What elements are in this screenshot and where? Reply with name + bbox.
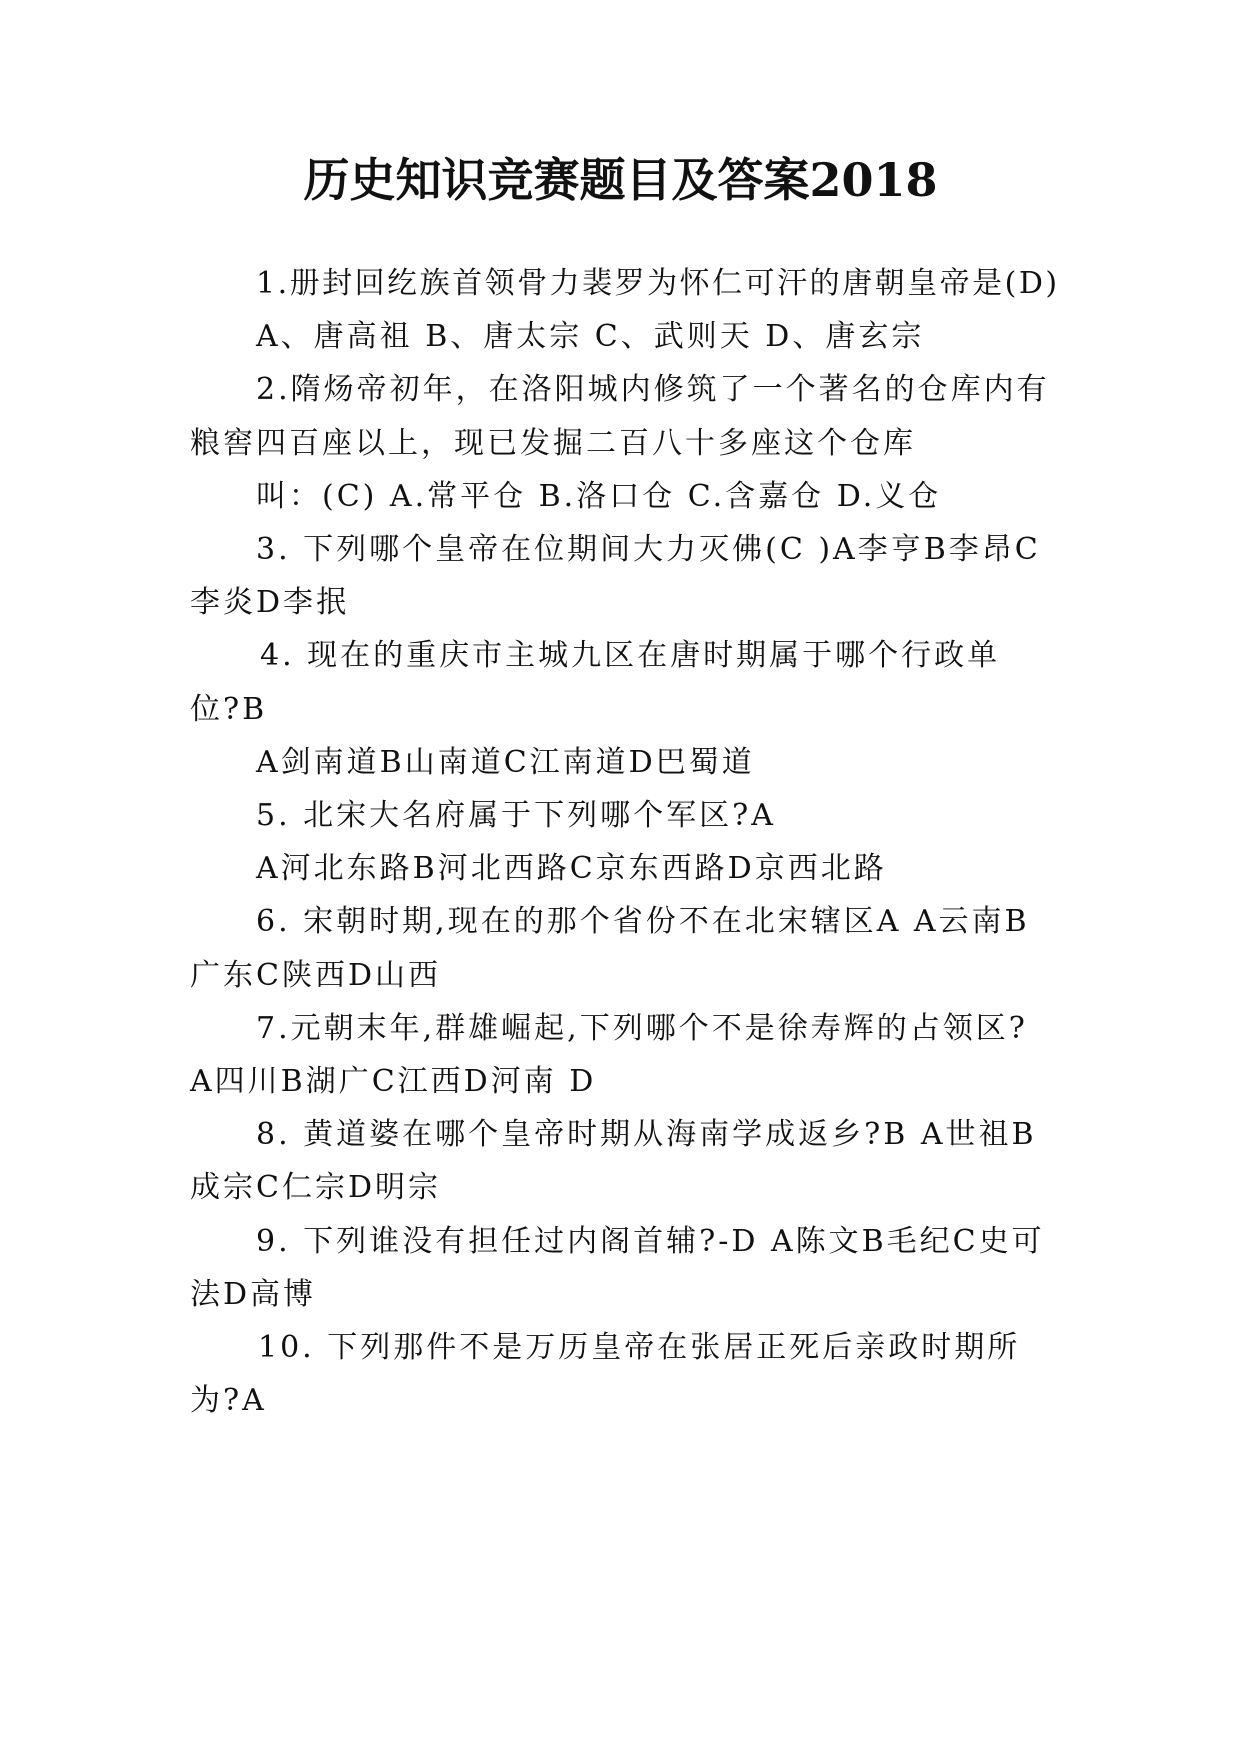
text-line-q8-cont: 成宗C仁宗D明宗 bbox=[190, 1170, 442, 1205]
text-line-q4: 4. 现在的重庆市主城九区在唐时期属于哪个行政单 bbox=[260, 638, 1001, 673]
text-line-q2: 2.隋炀帝初年，在洛阳城内修筑了一个著名的仓库内有 bbox=[256, 372, 1050, 407]
text-line-q9: 9. 下列谁没有担任过内阁首辅?-D A陈文B毛纪C史可 bbox=[256, 1224, 1045, 1259]
text-line-q8: 8. 黄道婆在哪个皇帝时期从海南学成返乡?B A世祖B bbox=[256, 1117, 1037, 1152]
text-line-q7: 7.元朝末年,群雄崛起,下列哪个不是徐寿辉的占领区? bbox=[256, 1011, 1028, 1046]
text-line-q3: 3. 下列哪个皇帝在位期间大力灭佛(C )A李亨B李昂C bbox=[256, 532, 1041, 567]
text-line-q9-cont: 法D高博 bbox=[190, 1277, 317, 1312]
text-line-q10-cont: 为?A bbox=[190, 1383, 267, 1418]
text-line-q4-cont: 位?B bbox=[190, 692, 268, 727]
text-line-q3-cont: 李炎D李抿 bbox=[190, 585, 350, 620]
text-line-q2-options: 叫：(C) A.常平仓 B.洛口仓 C.含嘉仓 D.义仓 bbox=[256, 479, 942, 514]
text-line-q2-cont: 粮窖四百座以上，现已发掘二百八十多座这个仓库 bbox=[190, 426, 916, 461]
text-line-q4-options: A剑南道B山南道C江南道D巴蜀道 bbox=[256, 745, 755, 780]
text-line-q10: 10. 下列那件不是万历皇帝在张居正死后亲政时期所 bbox=[258, 1330, 1021, 1365]
text-line-q7-cont: A四川B湖广C江西D河南 D bbox=[190, 1064, 597, 1099]
text-line-q6: 6. 宋朝时期,现在的那个省份不在北宋辖区A A云南B bbox=[256, 904, 1030, 939]
text-line-q5-options: A河北东路B河北西路C京东西路D京西北路 bbox=[256, 851, 887, 886]
document-title: 历史知识竞赛题目及答案2018 bbox=[303, 153, 938, 207]
text-line-q5: 5. 北宋大名府属于下列哪个军区?A bbox=[256, 798, 776, 833]
text-line-q6-cont: 广东C陕西D山西 bbox=[190, 958, 442, 993]
text-line-q1-options: A、唐高祖 B、唐太宗 C、武则天 D、唐玄宗 bbox=[256, 319, 925, 354]
text-line-q1: 1.册封回纥族首领骨力裴罗为怀仁可汗的唐朝皇帝是(D) bbox=[256, 266, 1060, 301]
